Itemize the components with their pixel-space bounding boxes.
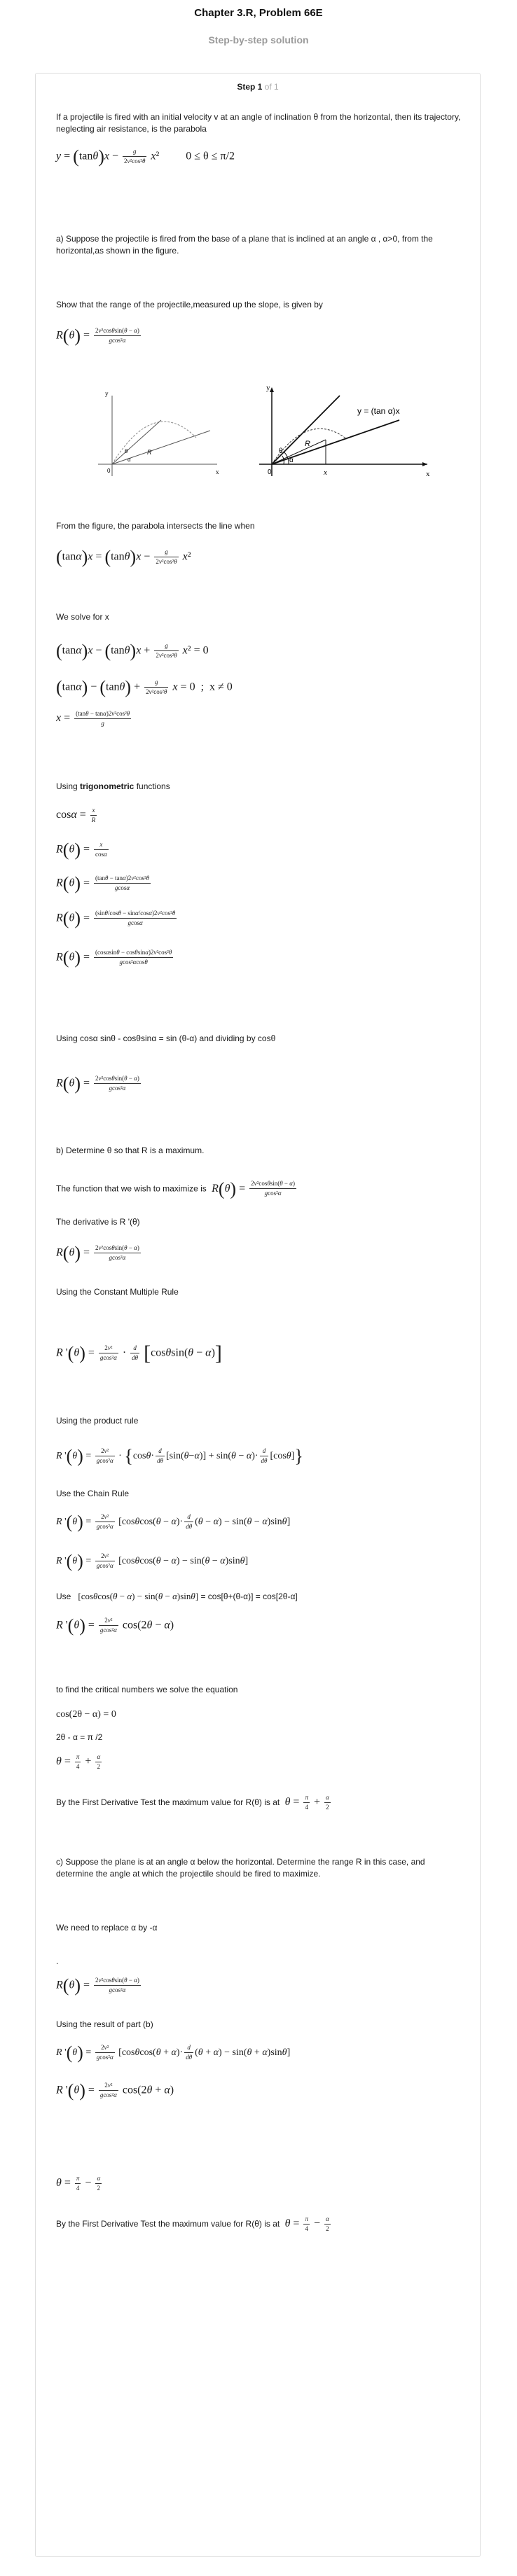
intersection-equation: (tanα)x = (tanθ)x − $\frac{g}{\text{2v²cos²θ}}$ x² — [56, 547, 191, 567]
step-label: Step 1 — [237, 82, 263, 92]
large-y-label: y — [266, 384, 270, 392]
small-theta-label: θ — [125, 448, 128, 454]
small-x-label: x — [216, 468, 219, 475]
page-header — [0, 0, 517, 46]
step-indicator — [36, 82, 480, 92]
parabola-equation: y = (tanθ)x − $\frac{g}{\text{2v²cos²θ}}$ x² 0 ≤ θ ≤ π/2 — [56, 146, 235, 167]
r-eq-1: R(θ) = $\frac{x}{\cos\alpha}$ — [56, 840, 107, 860]
first-deriv-c-text: By the First Derivative Test the maximum value for R(θ) is at — [56, 2219, 280, 2229]
step-of: of 1 — [264, 82, 279, 92]
use-identity-row — [56, 1590, 462, 1603]
use-identity-expr: [cosθcos(θ − α) − sin(θ − α)sinθ] — [78, 1591, 199, 1601]
part-b-text: b) Determine θ so that R is a maximum. — [56, 1146, 205, 1155]
from-figure-text: From the figure, the parabola intersects the line when — [56, 521, 255, 531]
product-rule-eq: R '(θ) = $\frac{\text{2v²}}{\text{gcos²α}}$ · {cosθ· $\frac{d}{d\theta}$ [sin(θ−α)] + sin(θ − α)· $\frac{d}{d\theta}$ [cosθ]} — [56, 1446, 303, 1466]
chain-rule-eq-1: R '(θ) = $\frac{\text{2v²}}{\text{gcos²α}}$ [cosθcos(θ − α)· $\frac{d}{d\theta}$ (θ − α) − sin(θ − α)sinθ] — [56, 1512, 291, 1532]
critical-text: to find the critical numbers we solve the equation — [56, 1685, 238, 1694]
large-alpha-label: α — [289, 457, 294, 464]
parabola-range: 0 ≤ θ ≤ π/2 — [186, 150, 235, 162]
large-theta-label: θ — [279, 447, 283, 455]
small-y-label: y — [105, 390, 109, 397]
cos-equation: cos(2θ − α) = 0 — [56, 1709, 116, 1720]
r-eq-4: R(θ) = $\frac{\text{(cosαsinθ − cosθsinα)2v²cos²θ}}{\text{gcos²αcosθ}}$ — [56, 947, 172, 968]
small-r-label: R — [147, 449, 152, 456]
solve-eq-2: (tanα) − (tanθ) + $\frac{g}{\text{2v²cos²θ}}$ x = 0 ; x ≠ 0 — [56, 677, 233, 697]
small-alpha-label: α — [127, 457, 131, 463]
solve-for-x-text: We solve for x — [56, 612, 109, 622]
dot-text: . — [56, 1956, 59, 1966]
derivative-result: R '(θ) = $\frac{\text{2v²}}{\text{gcos²α}}$ cos(2θ − α) — [56, 1615, 174, 1636]
trajectory-figure — [56, 382, 462, 487]
part-c-text: c) Suppose the plane is at an angle α below the horizontal. Determine the range R in this case, and determine the angle at which the projectile should be fired to maximize. — [56, 1857, 425, 1879]
range-formula: R(θ) = $\frac{\text{2v²cosθsin(θ − α)}}{\text{gcos²α}}$ — [56, 326, 139, 346]
x-not-zero: x ≠ 0 — [209, 681, 233, 693]
first-deriv-b-value: θ = $\frac{\pi}{4}$ + $\frac{\alpha}{2}$ — [284, 1794, 329, 1811]
small-figure — [98, 390, 219, 476]
chain-rule-text: Use the Chain Rule — [56, 1489, 130, 1498]
small-zero-label: 0 — [107, 468, 111, 474]
large-r-label: R — [305, 440, 310, 448]
cos-alpha-eq: cosα = $\frac{x}{R}$ — [56, 807, 96, 824]
first-deriv-b-text: By the First Derivative Test the maximum value for R(θ) is at — [56, 1797, 280, 1808]
use-identity-text: = cos[θ+(θ-α)] = cos[2θ-α] — [200, 1592, 298, 1601]
trig-text — [56, 781, 462, 793]
first-deriv-c-value: θ = $\frac{\pi}{4}$ − $\frac{\alpha}{2}$ — [284, 2215, 329, 2233]
first-deriv-c-row — [56, 2215, 462, 2234]
solution-card — [35, 73, 481, 2557]
cos-identity-text: Using cosα sinθ - cosθsinα = sin (θ-α) and dividing by cosθ — [56, 1033, 276, 1043]
trig-suffix: functions — [134, 781, 170, 791]
use-word: Use — [56, 1592, 71, 1601]
chain-rule-eq-2: R '(θ) = $\frac{\text{2v²}}{\text{gcos²α}}$ [cosθcos(θ − α) − sin(θ − α)sinθ] — [56, 1551, 249, 1571]
page-title: Chapter 3.R, Problem 66E — [194, 7, 323, 19]
const-rule-text: Using the Constant Multiple Rule — [56, 1287, 179, 1297]
derivative-text: The derivative is R '(θ) — [56, 1217, 140, 1227]
part-c-deriv-2: R '(θ) = $\frac{\text{2v²}}{\text{gcos²α}}$ cos(2θ + α) — [56, 2080, 174, 2101]
x-solution: x = $\frac{\text{(tanθ − tanα)2v²cos²θ}}{g}$ — [56, 710, 130, 727]
trig-prefix: Using — [56, 781, 81, 791]
intro-text: If a projectile is fired with an initial velocity v at an angle of inclination θ from the horizontal, then its trajectory, neglecting air resistance, is the parabola — [56, 112, 461, 134]
r-eq-3: R(θ) = $\frac{\text{(sinθ/cosθ − sinα/cosα)2v²cos²θ}}{gcos\alpha}$ — [56, 908, 176, 928]
product-rule-text: Using the product rule — [56, 1416, 139, 1426]
large-zero-label: 0 — [268, 468, 272, 476]
theta-c-solution: θ = $\frac{\pi}{4}$ − $\frac{\alpha}{2}$ — [56, 2175, 101, 2192]
r-simplified: R(θ) = $\frac{\text{2v²cosθsin(θ − α)}}{\text{gcos²α}}$ — [56, 1073, 139, 1094]
maximize-text: The function that we wish to maximize is — [56, 1183, 207, 1194]
const-rule-eq: R '(θ) = $\frac{\text{2v²}}{\text{gcos²α}}$ · $\frac{d}{d\theta}$ [cosθsin(θ − α)] — [56, 1342, 222, 1365]
trig-bold: trigonometric — [80, 781, 135, 791]
r-eq-2: R(θ) = $\frac{\text{(tanθ − tanα)2v²cos²θ}}{gcos\alpha}$ — [56, 873, 150, 893]
replace-text: We need to replace α by -α — [56, 1923, 158, 1933]
part-a-text: a) Suppose the projectile is fired from the base of a plane that is inclined at an angle α , α>0, from the horizontal,as shown in the figure. — [56, 234, 433, 256]
maximize-row — [56, 1176, 462, 1202]
line-equation-label: y = (tan α)x — [357, 406, 400, 416]
theta-b-solution: θ = $\frac{\pi}{4}$ + $\frac{\alpha}{2}$ — [56, 1753, 101, 1771]
r-part-c: R(θ) = $\frac{\text{2v²cosθsin(θ − α)}}{\text{gcos²α}}$ — [56, 1975, 139, 1996]
maximize-formula: R(θ) = $\frac{\text{2v²cosθsin(θ − α)}}{\text{gcos²α}}$ — [212, 1178, 295, 1199]
page-subtitle: Step-by-step solution — [208, 34, 309, 46]
show-that-text: Show that the range of the projectile,measured up the slope, is given by — [56, 300, 323, 309]
first-deriv-b-row — [56, 1793, 462, 1812]
large-x-label: x — [426, 470, 430, 478]
two-theta-text: 2θ - α = π /2 — [56, 1732, 103, 1742]
solve-eq-1: (tanα)x − (tanθ)x + $\frac{g}{\text{2v²cos²θ}}$ x² = 0 — [56, 641, 209, 661]
large-figure — [259, 384, 430, 478]
large-x-tick-label: x — [324, 468, 327, 477]
using-result-text: Using the result of part (b) — [56, 2019, 153, 2029]
r-repeat: R(θ) = $\frac{\text{2v²cosθsin(θ − α)}}{\text{gcos²α}}$ — [56, 1243, 139, 1263]
part-c-deriv-1: R '(θ) = $\frac{\text{2v²}}{\text{gcos²α}}$ [cosθcos(θ + α)· $\frac{d}{d\theta}$ (θ + α) − sin(θ + α)sinθ] — [56, 2042, 291, 2063]
